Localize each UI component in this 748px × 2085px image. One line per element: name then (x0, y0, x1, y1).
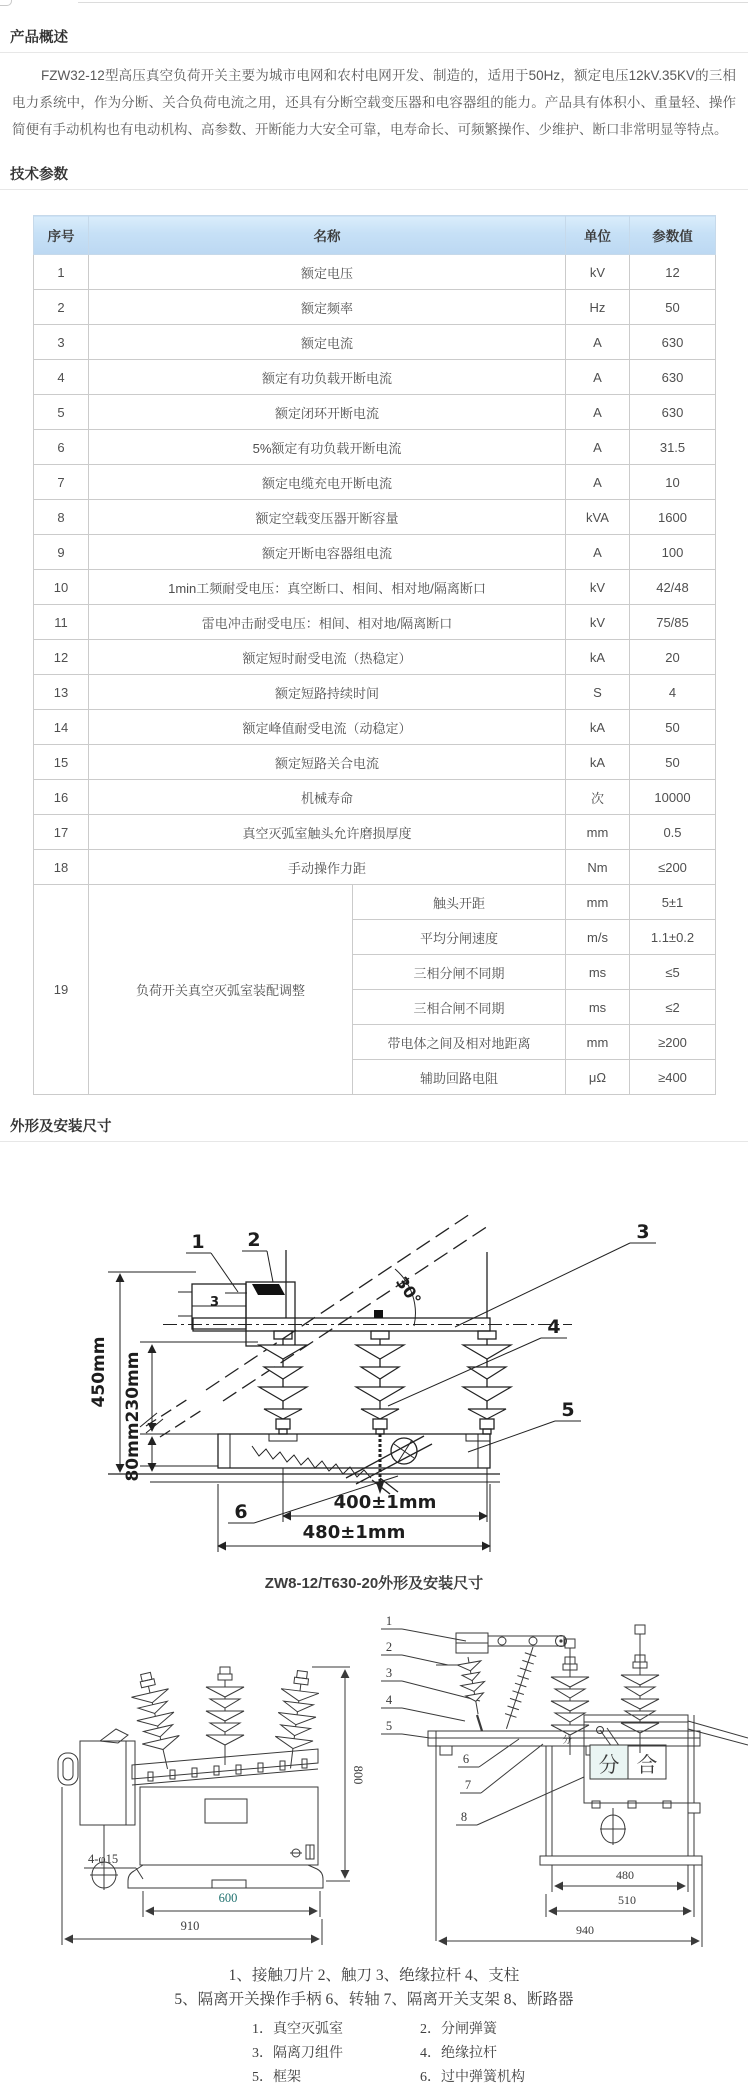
callout-7: 7 (464, 1778, 472, 1792)
param-name: 额定电缆充电开断电流 (89, 465, 566, 500)
param-name: 额定频率 (89, 290, 566, 325)
param-name: 额定闭环开断电流 (89, 395, 566, 430)
param-unit: μΩ (566, 1060, 630, 1095)
param-no: 18 (34, 850, 89, 885)
param-value: ≤200 (630, 850, 716, 885)
param-unit: A (566, 360, 630, 395)
dim-80mm: 80mm (123, 1422, 143, 1482)
param-no: 4 (34, 360, 89, 395)
col-header-value: 参数值 (630, 216, 716, 255)
insulator (127, 1669, 186, 1773)
param-row (34, 780, 716, 815)
callout-1: 1 (385, 1614, 393, 1628)
page-top-edge (0, 0, 748, 6)
callout-8: 8 (460, 1810, 468, 1824)
param-row (34, 675, 716, 710)
param-name: 额定电流 (89, 325, 566, 360)
outline-drawing-zw8 (0, 1194, 748, 1566)
param-subname: 辅助回路电阻 (353, 1060, 566, 1095)
param-unit: mm (566, 1025, 630, 1060)
indicator-open: 分 (598, 1753, 620, 1777)
indicator-close: 合 (636, 1753, 658, 1777)
param-value: 42/48 (630, 570, 716, 605)
insulator-middle (356, 1331, 404, 1434)
col-header-name: 名称 (89, 216, 566, 255)
param-value: 31.5 (630, 430, 716, 465)
param-no: 1 (34, 255, 89, 290)
param-value: ≤2 (630, 990, 716, 1025)
param-name: 额定开断电容器组电流 (89, 535, 566, 570)
param-value: 630 (630, 360, 716, 395)
param-value: 630 (630, 395, 716, 430)
dim-940 (439, 1865, 702, 1947)
legend-item: 6．过中弹簧机构 (420, 2070, 525, 2085)
section-title-tech-params: 技术参数 (10, 167, 68, 183)
legend-grid (252, 2018, 748, 2085)
holes-label: 4-φ15 (88, 1852, 119, 1866)
param-no: 15 (34, 745, 89, 780)
param-unit: kV (566, 605, 630, 640)
param-row (34, 325, 716, 360)
legend-item: 3．隔离刀组件 (252, 2046, 343, 2061)
param-value: 630 (630, 325, 716, 360)
param-unit: A (566, 465, 630, 500)
nameplate (205, 1799, 247, 1823)
param-value: 4 (630, 675, 716, 710)
col-header-no: 序号 (34, 216, 89, 255)
param-value: 50 (630, 290, 716, 325)
param-value: 50 (630, 710, 716, 745)
param-unit: kA (566, 640, 630, 675)
param-name: 额定短路关合电流 (89, 745, 566, 780)
dim-480-label: 480 (616, 1868, 634, 1882)
param-no: 8 (34, 500, 89, 535)
param-value: 20 (630, 640, 716, 675)
callout-4: 4 (385, 1693, 393, 1707)
param-unit: kA (566, 710, 630, 745)
param-unit: ms (566, 955, 630, 990)
param-unit: kVA (566, 500, 630, 535)
param-value: ≥400 (630, 1060, 716, 1095)
param-name: 额定有功负载开断电流 (89, 360, 566, 395)
insulator (206, 1667, 244, 1765)
side-view (381, 1614, 748, 1947)
param-row (34, 500, 716, 535)
param-no: 14 (34, 710, 89, 745)
parts-caption-line1: 1、接触刀片 2、触刀 3、绝缘拉杆 4、支柱 (228, 1967, 520, 1984)
dim-lines-bottom (218, 1468, 490, 1552)
callout-2: 2 (247, 1229, 261, 1251)
param-group-name: 负荷开关真空灭弧室装配调整 (89, 885, 353, 1095)
contact-arm (456, 1633, 567, 1653)
divider (0, 52, 748, 53)
param-row (34, 745, 716, 780)
param-name: 额定电压 (89, 255, 566, 290)
param-subname: 触头开距 (353, 885, 566, 920)
param-unit: kV (566, 255, 630, 290)
dim-510-label: 510 (618, 1893, 636, 1907)
param-row (34, 815, 716, 850)
param-no: 17 (34, 815, 89, 850)
divider (0, 189, 748, 190)
dim-lines-left (89, 1272, 258, 1482)
param-name: 额定短路持续时间 (89, 675, 566, 710)
param-no: 6 (34, 430, 89, 465)
legend-item: 1．真空灭弧室 (252, 2022, 343, 2037)
dim-400mm: 400±1mm (333, 1492, 437, 1513)
param-name: 手动操作力距 (89, 850, 566, 885)
middle-threaded-stem (376, 1434, 384, 1494)
dim-480 (552, 1865, 688, 1892)
param-name: 额定峰值耐受电流（动稳定） (89, 710, 566, 745)
dim-600 (143, 1891, 320, 1917)
legend-item: 2．分闸弹簧 (420, 2022, 497, 2037)
callout-5: 5 (385, 1719, 393, 1733)
param-no: 19 (34, 885, 89, 1095)
param-row (34, 710, 716, 745)
bolt-row (148, 1759, 307, 1781)
param-name: 1min工频耐受电压：真空断口、相间、相对地/隔离断口 (89, 570, 566, 605)
tab-stub (0, 0, 12, 6)
section-title-overview: 产品概述 (10, 30, 68, 46)
param-no: 5 (34, 395, 89, 430)
param-unit: A (566, 325, 630, 360)
breaker-tank (584, 1715, 688, 1845)
dim-800-label: 800 (351, 1765, 365, 1785)
insulator (272, 1669, 322, 1771)
param-value: 1600 (630, 500, 716, 535)
outline-drawing-views (0, 1611, 748, 1956)
bar-label: 分 (562, 1736, 572, 1746)
param-name: 雷电冲击耐受电压：相间、相对地/隔离断口 (89, 605, 566, 640)
dim-940-label: 940 (576, 1923, 594, 1937)
param-unit: S (566, 675, 630, 710)
param-value: 1.1±0.2 (630, 920, 716, 955)
param-value: 12 (630, 255, 716, 290)
dim-910 (62, 1787, 322, 1945)
param-value: 10000 (630, 780, 716, 815)
param-name: 额定空载变压器开断容量 (89, 500, 566, 535)
param-name: 额定短时耐受电流（热稳定） (89, 640, 566, 675)
param-row (34, 430, 716, 465)
param-unit: A (566, 535, 630, 570)
latch-block (252, 1284, 285, 1295)
param-row (34, 605, 716, 640)
param-subname: 平均分闸速度 (353, 920, 566, 955)
param-subrow (34, 885, 716, 920)
callout-2: 2 (385, 1640, 393, 1654)
insulator (621, 1625, 659, 1753)
overview-paragraph: FZW32-12型高压真空负荷开关主要为城市电网和农村电网开发、制造的，适用于50Hz，额定电压12kV.35KV的三相电力系统中，作为分断、关合负荷电流之用，还具有分断空载变压器和电容器组的能力。产品具有体积小、重量轻、操作简便有手动机构也有电动机构、高参数、开断能力大安全可靠，电寿命长、可频繁操作、少维护、断口非常明显等特点。 (12, 68, 736, 137)
dim-230mm: 230mm (123, 1351, 143, 1423)
param-no: 10 (34, 570, 89, 605)
param-unit: A (566, 430, 630, 465)
divider (0, 1141, 748, 1142)
insulator-right (463, 1331, 511, 1434)
param-unit: mm (566, 815, 630, 850)
dim-480mm: 480±1mm (302, 1522, 406, 1543)
param-no: 11 (34, 605, 89, 640)
dim-910-label: 910 (180, 1919, 200, 1933)
param-value: 100 (630, 535, 716, 570)
param-unit: kV (566, 570, 630, 605)
param-name: 5%额定有功负载开断电流 (89, 430, 566, 465)
spring (252, 1446, 371, 1478)
param-unit: mm (566, 885, 630, 920)
base-flange (128, 1865, 323, 1888)
param-name: 机械寿命 (89, 780, 566, 815)
top-border-line (78, 2, 748, 3)
tech-params-table (33, 215, 716, 1095)
param-unit: Hz (566, 290, 630, 325)
param-unit: 次 (566, 780, 630, 815)
param-value: 10 (630, 465, 716, 500)
insulator-left (259, 1331, 307, 1434)
param-no: 3 (34, 325, 89, 360)
callout-3: 3 (636, 1221, 650, 1243)
callout-4: 4 (547, 1316, 561, 1338)
legend-item: 4．绝缘拉杆 (420, 2046, 497, 2061)
param-subname: 三相合闸不同期 (353, 990, 566, 1025)
param-value: 50 (630, 745, 716, 780)
base-frame (108, 1434, 500, 1494)
table-body (34, 255, 716, 1095)
callout-6: 6 (234, 1501, 248, 1523)
param-value: ≥200 (630, 1025, 716, 1060)
param-row (34, 255, 716, 290)
callout-3: 3 (385, 1666, 393, 1680)
table-header-row (34, 216, 716, 255)
dim-450mm: 450mm (89, 1336, 109, 1408)
col-header-unit: 单位 (566, 216, 630, 255)
insulated-pull-rod (501, 1645, 539, 1730)
param-no: 9 (34, 535, 89, 570)
param-subname: 带电体之间及相对地距离 (353, 1025, 566, 1060)
param-value: 0.5 (630, 815, 716, 850)
param-no: 12 (34, 640, 89, 675)
parts-caption-line2: 5、隔离开关操作手柄 6、转轴 7、隔离开关支架 8、断路器 (174, 1991, 574, 2008)
param-name: 真空灭弧室触头允许磨损厚度 (89, 815, 566, 850)
tilted-insulator (456, 1655, 490, 1731)
dim-800 (312, 1667, 365, 1881)
param-row (34, 395, 716, 430)
param-no: 7 (34, 465, 89, 500)
param-row (34, 535, 716, 570)
param-row (34, 465, 716, 500)
legend-item: 5．框架 (252, 2070, 301, 2085)
callout-1: 1 (191, 1231, 205, 1253)
param-unit: Nm (566, 850, 630, 885)
drawing1-caption: ZW8-12/T630-20外形及安装尺寸 (264, 1575, 484, 1592)
callouts (186, 1221, 656, 1523)
callout-5: 5 (561, 1399, 575, 1421)
mechanism-box (178, 1282, 295, 1346)
inner-callout-3: 3 (210, 1295, 220, 1310)
dim-600-label: 600 (218, 1891, 238, 1905)
param-unit: A (566, 395, 630, 430)
param-subname: 三相分闸不同期 (353, 955, 566, 990)
param-unit: kA (566, 745, 630, 780)
side-cabinet (58, 1729, 135, 1825)
drain-fitting (290, 1845, 314, 1859)
param-value: 75/85 (630, 605, 716, 640)
param-row (34, 640, 716, 675)
param-value: ≤5 (630, 955, 716, 990)
param-row (34, 290, 716, 325)
angle-label: 30° (392, 1273, 425, 1309)
callout-6: 6 (462, 1752, 470, 1766)
param-no: 2 (34, 290, 89, 325)
param-row (34, 850, 716, 885)
table-header (34, 216, 716, 255)
param-no: 16 (34, 780, 89, 815)
section-title-outline: 外形及安装尺寸 (10, 1119, 112, 1135)
param-unit: ms (566, 990, 630, 1025)
param-no: 13 (34, 675, 89, 710)
main-beam (163, 1250, 572, 1331)
support-bar (428, 1727, 700, 1756)
param-value: 5±1 (630, 885, 716, 920)
front-view (58, 1667, 365, 1945)
param-row (34, 360, 716, 395)
param-row (34, 570, 716, 605)
param-unit: m/s (566, 920, 630, 955)
